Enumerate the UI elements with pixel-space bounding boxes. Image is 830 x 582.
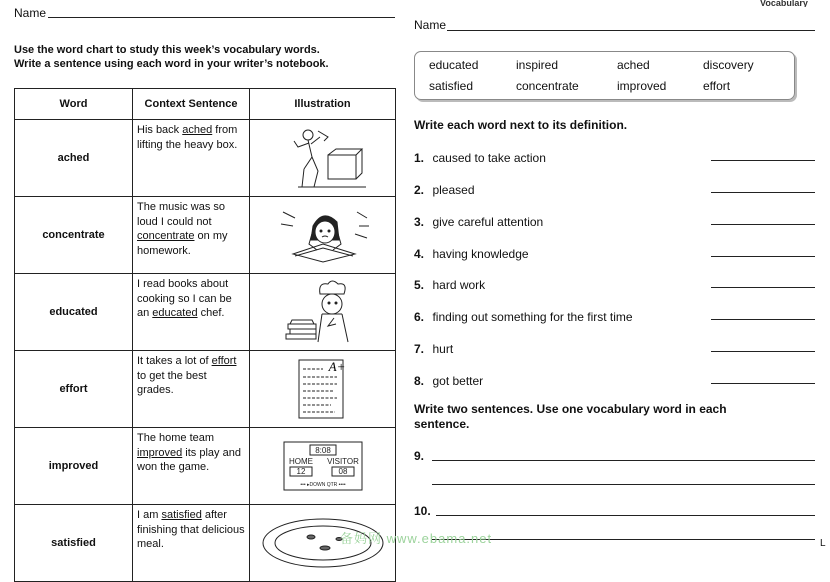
- answer-line[interactable]: [711, 287, 815, 288]
- definition-item: [414, 340, 816, 358]
- name-line[interactable]: [48, 17, 395, 18]
- word-bank-item: improved: [617, 79, 667, 93]
- definition-text: hard work: [432, 278, 486, 292]
- word-bank-item: discovery: [703, 58, 754, 72]
- answer-line[interactable]: [711, 351, 815, 352]
- definition-number: 2.: [414, 183, 425, 197]
- definition-text: give careful attention: [432, 215, 544, 229]
- sentence-line[interactable]: [436, 515, 815, 516]
- definition-text: having knowledge: [432, 247, 529, 261]
- sentence-line[interactable]: [432, 460, 815, 461]
- word-bank-item: ached: [617, 58, 650, 72]
- scoreboard-bottom: ••• ▸DOWN QTR ••••: [299, 482, 346, 488]
- scoreboard-home-label: HOME: [288, 457, 313, 466]
- context-sentence: I am satisfied after finishing that delicious meal.: [133, 505, 250, 582]
- scoreboard-icon: [250, 428, 396, 505]
- definition-text: hurt: [432, 342, 454, 356]
- table-row: [15, 120, 396, 197]
- header-word: Word: [15, 89, 133, 120]
- sentence-line[interactable]: [432, 484, 815, 485]
- vocab-word: improved: [15, 428, 133, 505]
- definition-item: [414, 181, 816, 199]
- corner-label: Vocabulary: [760, 0, 808, 7]
- instruction-line: Write a sentence using each word in your writer’s notebook.: [14, 58, 329, 70]
- definitions-title: Write each word next to its definition.: [414, 118, 628, 132]
- definition-number: 8.: [414, 374, 425, 388]
- name-line-right[interactable]: [447, 30, 815, 31]
- answer-line[interactable]: [711, 319, 815, 320]
- header-illustration: Illustration: [250, 89, 396, 120]
- context-sentence: The home team improved its play and won the game.: [133, 428, 250, 505]
- word-bank-item: effort: [703, 79, 731, 93]
- scoreboard-visitor-score: 08: [338, 467, 347, 476]
- answer-line[interactable]: [711, 383, 815, 384]
- sentences-title: Write two sentences. Use one vocabulary word in each sentence.: [414, 402, 727, 431]
- definition-text: finding out something for the first time: [432, 310, 633, 324]
- answer-line[interactable]: [711, 160, 815, 161]
- definition-number: 1.: [414, 151, 425, 165]
- vocab-word: satisfied: [15, 505, 133, 582]
- table-row: [15, 274, 396, 351]
- definition-number: 4.: [414, 247, 425, 261]
- man-lifting-box-icon: [250, 120, 396, 197]
- vocab-word: educated: [15, 274, 133, 351]
- vocabulary-chart: [14, 88, 396, 582]
- definition-text: caused to take action: [432, 151, 546, 165]
- definition-item: [414, 308, 816, 326]
- instruction-line: Use the word chart to study this week’s vocabulary words.: [14, 44, 320, 56]
- definition-text: got better: [432, 374, 484, 388]
- vocab-word: effort: [15, 351, 133, 428]
- edge-mark: L: [820, 538, 826, 549]
- definition-item: [414, 276, 816, 294]
- sentence-number: 9.: [414, 449, 425, 463]
- scoreboard-home-score: 12: [296, 467, 305, 476]
- header-context: Context Sentence: [133, 89, 250, 120]
- scoreboard-time: 8:08: [314, 446, 331, 455]
- word-bank: [414, 51, 795, 100]
- context-sentence: The music was so loud I could not concentrate on my homework.: [133, 197, 250, 274]
- answer-line[interactable]: [711, 192, 815, 193]
- name-label-right: Name: [414, 18, 447, 32]
- paper-grade: A+: [328, 359, 345, 374]
- chef-with-books-icon: [250, 274, 396, 351]
- definition-number: 6.: [414, 310, 425, 324]
- definition-text: pleased: [432, 183, 475, 197]
- table-row: [15, 505, 396, 582]
- vocab-word: concentrate: [15, 197, 133, 274]
- definition-item: [414, 372, 816, 390]
- scoreboard-visitor-label: VISITOR: [326, 457, 359, 466]
- vocab-word: ached: [15, 120, 133, 197]
- word-bank-item: educated: [429, 58, 479, 72]
- definition-number: 5.: [414, 278, 425, 292]
- name-label: Name: [14, 6, 47, 20]
- context-sentence: It takes a lot of effort to get the best grades.: [133, 351, 250, 428]
- sentence-number: 10.: [414, 504, 431, 518]
- watermark: 备妈网 www.ebama.net: [340, 531, 493, 546]
- table-row: [15, 197, 396, 274]
- answer-line[interactable]: [711, 256, 815, 257]
- definition-number: 3.: [414, 215, 425, 229]
- graded-paper-icon: [250, 351, 396, 428]
- definition-item: [414, 245, 816, 263]
- table-row: [15, 428, 396, 505]
- word-bank-item: satisfied: [429, 79, 474, 93]
- girl-covering-ears-icon: [250, 197, 396, 274]
- definition-number: 7.: [414, 342, 425, 356]
- context-sentence: His back ached from lifting the heavy box.: [133, 120, 250, 197]
- instructions: [14, 43, 394, 71]
- word-bank-item: inspired: [516, 58, 559, 72]
- definition-item: [414, 149, 816, 167]
- context-sentence: I read books about cooking so I can be an educated chef.: [133, 274, 250, 351]
- definition-item: [414, 213, 816, 231]
- table-row: [15, 351, 396, 428]
- word-bank-item: concentrate: [516, 79, 579, 93]
- answer-line[interactable]: [711, 224, 815, 225]
